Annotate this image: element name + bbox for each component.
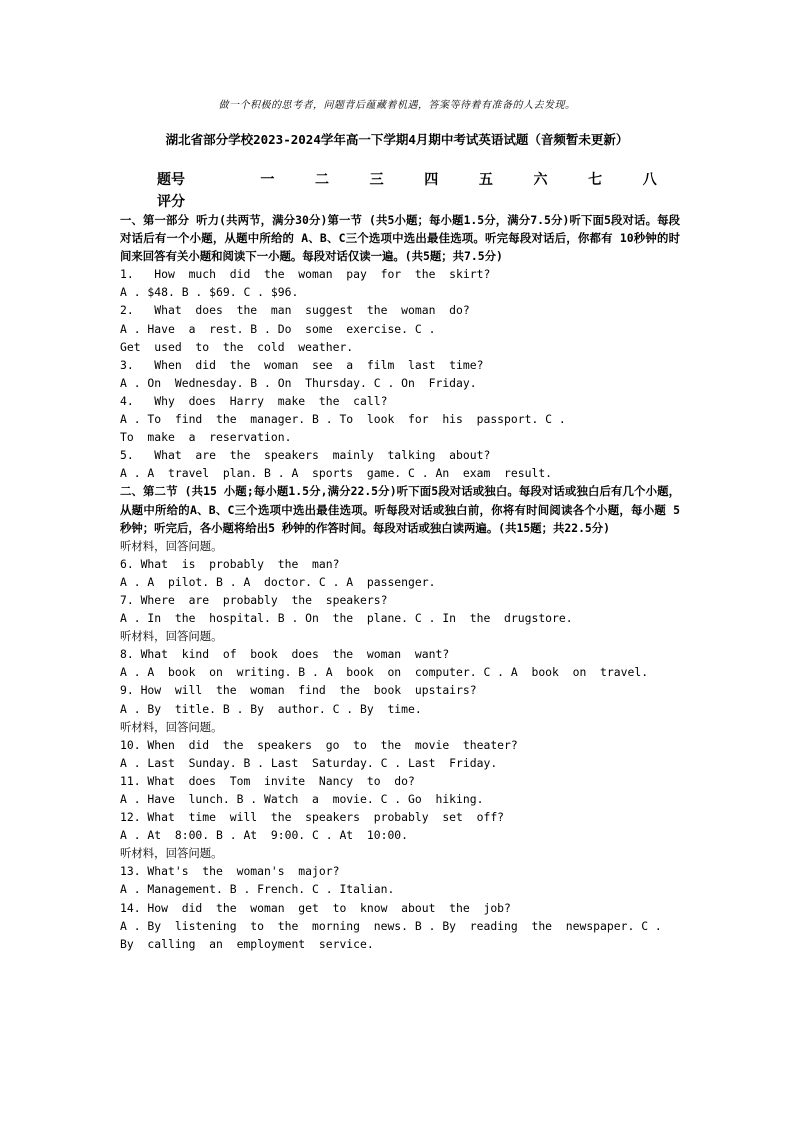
options-line: To make a reservation. xyxy=(120,430,292,445)
question-line: 9. How will the woman find the book upstairs? xyxy=(120,683,477,698)
listening-instruction: 听材料，回答问题。 xyxy=(120,719,223,734)
options-line: A . By title. B . By author. C . By time. xyxy=(120,701,422,716)
listening-instruction: 听材料，回答问题。 xyxy=(120,629,223,644)
score-row-question-number xyxy=(157,168,677,190)
score-column: 二 xyxy=(315,172,330,188)
options-line: Get used to the cold weather. xyxy=(120,339,354,354)
listening-instruction: 听材料，回答问题。 xyxy=(120,846,223,861)
options-line: A . Last Sunday. B . Last Saturday. C . Last Friday. xyxy=(120,755,498,770)
question-line: 7. Where are probably the speakers? xyxy=(120,592,388,607)
score-column: 八 xyxy=(642,172,657,188)
question-line: 1. How much did the woman pay for the skirt? xyxy=(120,267,491,282)
score-table xyxy=(157,168,677,212)
question-line: 13. What's the woman's major? xyxy=(120,864,340,879)
options-line: A . A book on writing. B . A book on computer. C . A book on travel. xyxy=(120,665,649,680)
options-line: A . In the hospital. B . On the plane. C . In the drugstore. xyxy=(120,611,573,626)
listening-instruction: 听材料，回答问题。 xyxy=(120,538,223,553)
options-line: A . At 8:00. B . At 9:00. C . At 10:00. xyxy=(120,828,409,843)
question-line: 2. What does the man suggest the woman do? xyxy=(120,303,470,318)
score-column: 五 xyxy=(478,172,493,188)
score-row-label: 题号 xyxy=(157,172,185,188)
score-column: 四 xyxy=(424,172,439,188)
question-line: 8. What kind of book does the woman want? xyxy=(120,647,450,662)
exam-content xyxy=(120,211,680,953)
options-line: A . Have a rest. B . Do some exercise. C . xyxy=(120,321,436,336)
question-line: 14. How did the woman get to know about the job? xyxy=(120,900,511,915)
question-line: 3. When did the woman see a film last time? xyxy=(120,357,484,372)
options-line: A . A pilot. B . A doctor. C . A passenger. xyxy=(120,574,436,589)
options-line: A . A travel plan. B . A sports game. C . An exam result. xyxy=(120,466,553,481)
options-line: A . Have lunch. B . Watch a movie. C . Go hiking. xyxy=(120,792,484,806)
options-line: By calling an employment service. xyxy=(120,936,374,951)
document-title: 湖北省部分学校2023-2024学年高一下学期4月期中考试英语试题（音频暂未更新） xyxy=(165,132,629,147)
options-line: A . To find the manager. B . To look for his passport. C . xyxy=(120,412,566,427)
question-line: 5. What are the speakers mainly talking about? xyxy=(120,448,491,463)
question-line: 10. When did the speakers go to the movie theater? xyxy=(120,737,518,752)
section1-heading: 一、第一部分 听力(共两节，满分30分)第一节 (共5小题；每小题1.5分，满分7.5分)听下面5段对话。每段对话后有一个小题，从题中所给的 A、B、C三个选项中选出最佳选项。听完每段对话后，你都有 10秒钟的时间来回答有关小题和阅读下一小题。每段对话仅读一遍。(共5题；共7.5分) xyxy=(120,213,680,264)
question-line: 11. What does Tom invite Nancy to do? xyxy=(120,773,415,788)
score-column: 三 xyxy=(369,172,384,188)
score-column: 六 xyxy=(533,172,548,188)
score-column: 一 xyxy=(260,172,275,188)
header-note: 做一个积极的思考者，问题背后蕴藏着机遇，答案等待着有准备的人去发现。 xyxy=(218,100,576,111)
score-row-label: 评分 xyxy=(157,194,185,210)
score-column: 七 xyxy=(588,172,603,188)
question-line: 6. What is probably the man? xyxy=(120,556,340,571)
options-line: A . By listening to the morning news. B . By reading the newspaper. C . xyxy=(120,918,662,933)
score-row-score xyxy=(157,190,677,212)
options-line: A . Management. B . French. C . Italian. xyxy=(120,882,395,897)
options-line: A . On Wednesday. B . On Thursday. C . On Friday. xyxy=(120,375,477,390)
question-line: 12. What time will the speakers probably set off? xyxy=(120,810,505,825)
section2-heading: 二、第二节 (共15 小题;每小题1.5分,满分22.5分)听下面5段对话或独白。每段对话或独白后有几个小题，从题中所给的A、B、C三个选项中选出最佳选项。听每段对话或独白前，你将有时间阅读各个小题，每小题 5 秒钟；听完后，各小题将给出5 秒钟的作答时间。每段对话或独白读两遍。(共15题；共22.5分) xyxy=(120,484,680,535)
question-line: 4. Why does Harry make the call? xyxy=(120,393,388,408)
options-line: A . $48. B . $69. C . $96. xyxy=(120,285,299,300)
